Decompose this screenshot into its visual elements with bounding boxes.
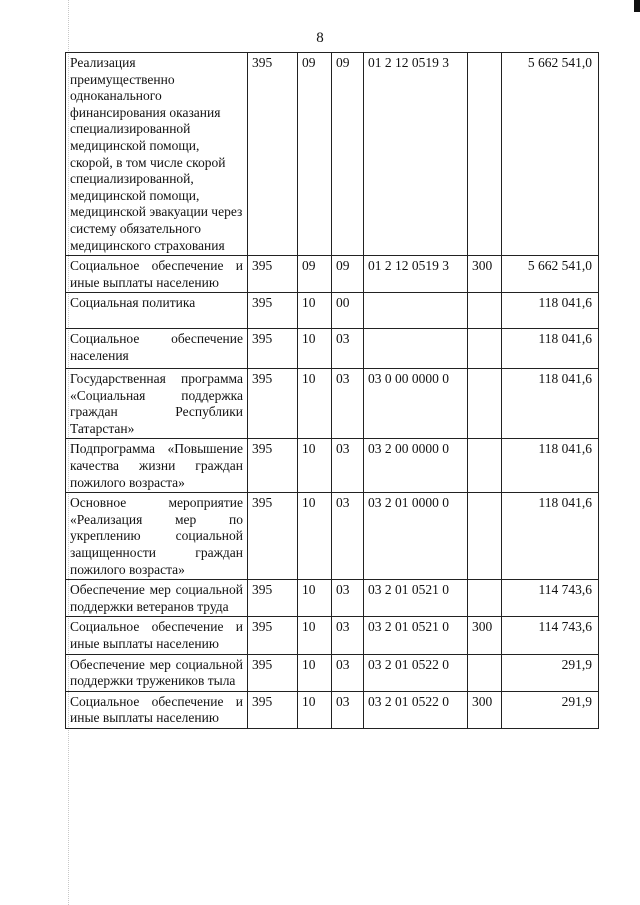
table-row [66,439,599,493]
expense-type-cell [468,293,502,329]
ministry-code-cell: 395 [248,691,298,728]
subsection-code-cell: 03 [332,439,364,493]
table-row [66,369,599,439]
amount-cell: 5 662 541,0 [502,256,599,293]
section-code-cell: 10 [298,654,332,691]
target-article-cell: 03 2 01 0522 0 [364,654,468,691]
table-row [66,617,599,654]
row-name-cell: Государственная программа «Социальная поддержка граждан Республики Татарстан» [66,369,248,439]
subsection-code-cell: 03 [332,691,364,728]
subsection-code-cell: 03 [332,369,364,439]
amount-cell: 291,9 [502,691,599,728]
amount-cell: 118 041,6 [502,493,599,580]
ministry-code-cell: 395 [248,493,298,580]
expense-type-cell [468,493,502,580]
row-name-cell: Подпрограмма «Повышение качества жизни граждан пожилого возраста» [66,439,248,493]
row-name-cell: Социальное обеспечение и иные выплаты населению [66,617,248,654]
row-name-text: Реализация преимущественно одноканального финансирования оказания специализированной медицинской помощи, скорой, в том числе скорой специализированной, медицинской помощи, медицинской эвакуации через систему обязательного медицинского страхования [70,55,243,253]
table-row [66,493,599,580]
table-row [66,691,599,728]
table-row [66,580,599,617]
expense-type-cell [468,439,502,493]
section-code-cell: 09 [298,53,332,256]
section-code-cell: 09 [298,256,332,293]
expense-type-cell: 300 [468,617,502,654]
row-name-cell: Социальное обеспечение населения [66,328,248,368]
row-name-cell: Основное мероприятие «Реализация мер по укреплению социальной защищенности граждан пожилого возраста» [66,493,248,580]
section-code-cell: 10 [298,293,332,329]
target-article-cell: 03 2 01 0521 0 [364,617,468,654]
subsection-code-cell: 03 [332,580,364,617]
subsection-code-cell: 03 [332,328,364,368]
row-name-cell: Социальное обеспечение и иные выплаты населению [66,256,248,293]
page-number: 8 [316,30,324,46]
expense-type-cell [468,580,502,617]
amount-cell: 118 041,6 [502,369,599,439]
ministry-code-cell: 395 [248,439,298,493]
expense-type-cell: 300 [468,256,502,293]
subsection-code-cell: 03 [332,617,364,654]
amount-cell: 118 041,6 [502,293,599,329]
ministry-code-cell: 395 [248,369,298,439]
budget-table [65,52,599,729]
table-row [66,53,599,256]
ministry-code-cell: 395 [248,580,298,617]
amount-cell: 114 743,6 [502,617,599,654]
target-article-cell: 01 2 12 0519 3 [364,256,468,293]
row-name-cell: Социальное обеспечение и иные выплаты населению [66,691,248,728]
target-article-cell: 01 2 12 0519 3 [364,53,468,256]
target-article-cell [364,293,468,329]
section-code-cell: 10 [298,369,332,439]
amount-cell: 291,9 [502,654,599,691]
row-name-cell: Социальная политика [66,293,248,329]
target-article-cell: 03 2 01 0521 0 [364,580,468,617]
amount-cell: 5 662 541,0 [502,53,599,256]
subsection-code-cell: 03 [332,654,364,691]
target-article-cell: 03 2 01 0000 0 [364,493,468,580]
row-name-cell: Обеспечение мер социальной поддержки тружеников тыла [66,654,248,691]
target-article-cell: 03 0 00 0000 0 [364,369,468,439]
section-code-cell: 10 [298,328,332,368]
subsection-code-cell: 03 [332,493,364,580]
subsection-code-cell: 09 [332,53,364,256]
section-code-cell: 10 [298,493,332,580]
section-code-cell: 10 [298,691,332,728]
table-row [66,293,599,329]
scan-corner-mark [634,0,640,12]
table-row [66,256,599,293]
expense-type-cell [468,369,502,439]
ministry-code-cell: 395 [248,53,298,256]
ministry-code-cell: 395 [248,293,298,329]
subsection-code-cell: 00 [332,293,364,329]
expense-type-cell: 300 [468,691,502,728]
section-code-cell: 10 [298,439,332,493]
table-row [66,654,599,691]
ministry-code-cell: 395 [248,256,298,293]
target-article-cell [364,328,468,368]
section-code-cell: 10 [298,617,332,654]
amount-cell: 114 743,6 [502,580,599,617]
amount-cell: 118 041,6 [502,439,599,493]
amount-cell: 118 041,6 [502,328,599,368]
ministry-code-cell: 395 [248,328,298,368]
ministry-code-cell: 395 [248,654,298,691]
section-code-cell: 10 [298,580,332,617]
expense-type-cell [468,654,502,691]
table-row [66,328,599,368]
target-article-cell: 03 2 01 0522 0 [364,691,468,728]
ministry-code-cell: 395 [248,617,298,654]
target-article-cell: 03 2 00 0000 0 [364,439,468,493]
expense-type-cell [468,328,502,368]
row-name-cell: Обеспечение мер социальной поддержки ветеранов труда [66,580,248,617]
expense-type-cell [468,53,502,256]
subsection-code-cell: 09 [332,256,364,293]
row-name-cell [66,53,248,256]
